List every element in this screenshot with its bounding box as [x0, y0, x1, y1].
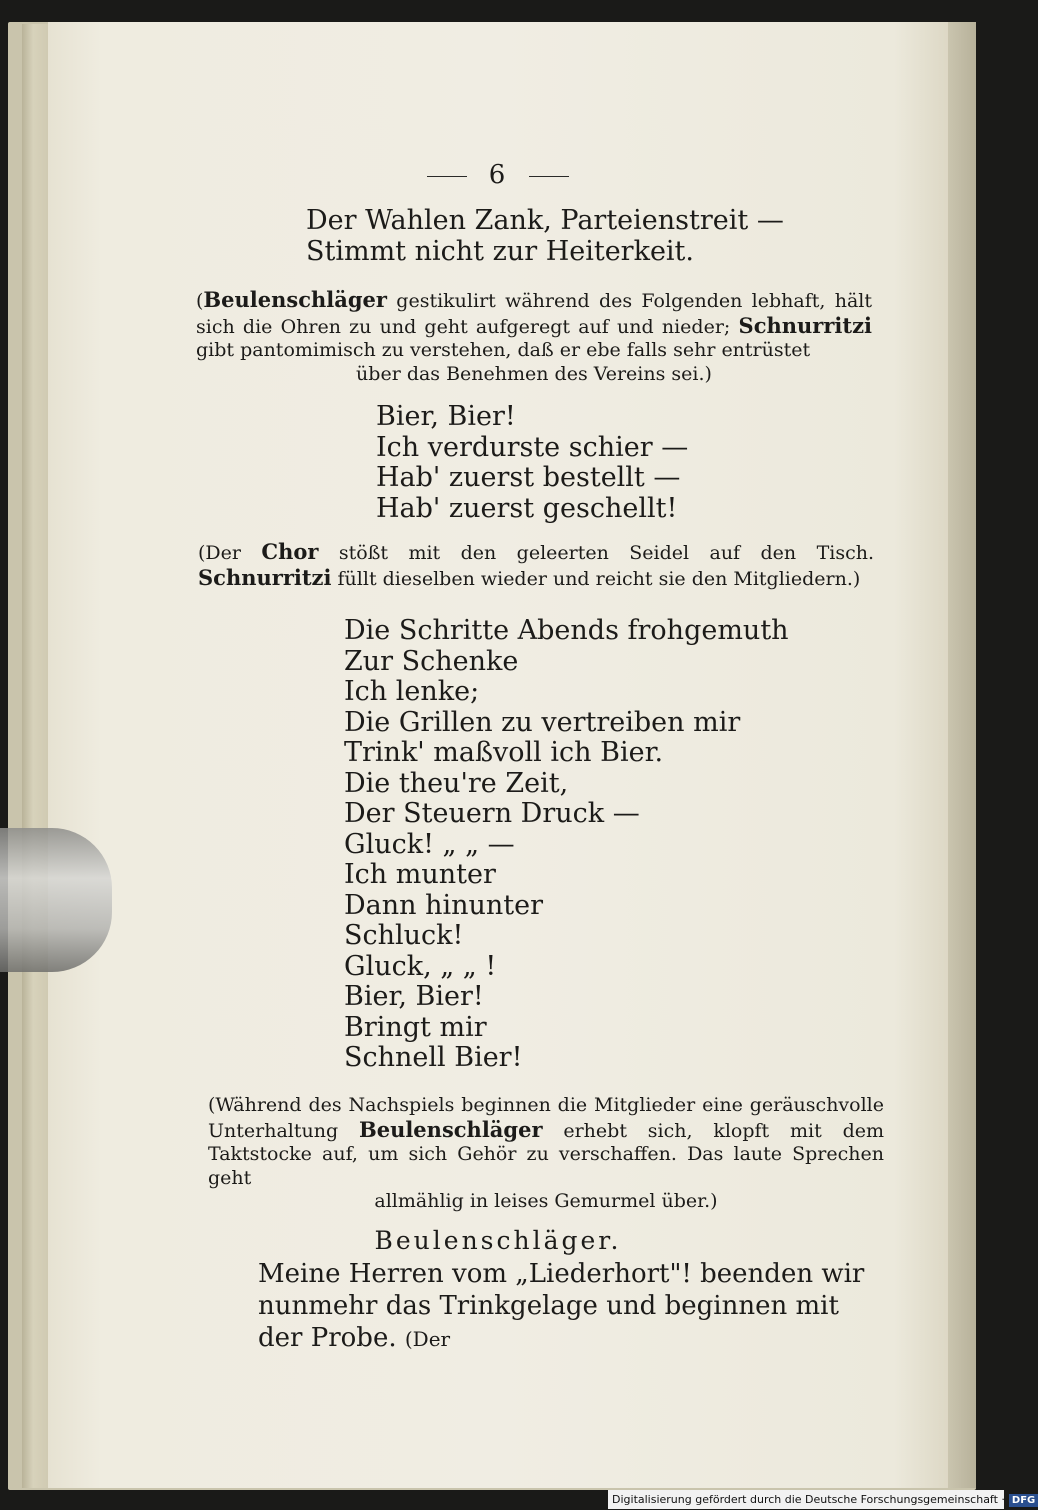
verse-1: [306, 206, 784, 267]
digitization-credit: Digitalisierung gefördert durch die Deutsche Forschungsgemeinschaft · DFG: [608, 1490, 1004, 1509]
verse-line: Bier, Bier!: [376, 401, 516, 432]
character-name: Schnurritzi: [198, 564, 332, 590]
character-name: Schnurritzi: [738, 312, 872, 338]
stage-direction-3: (Während des Nachspiels beginnen die Mitglieder eine geräuschvolle Unterhaltung Beulenschläger erhebt sich, klopft mit dem Taktstocke auf, um sich Gehör zu verschaffen. Das laute Sprechen geht allmählig in leises Gemurmel über.): [208, 1094, 884, 1212]
verse-line: Die Schritte Abends frohgemuth: [344, 615, 789, 646]
verse-line: Ich verdurste schier —: [376, 431, 689, 463]
verse-line: Die theu're Zeit,: [344, 767, 569, 799]
dfg-logo: DFG: [1009, 1494, 1038, 1507]
verse-line: Ich munter: [344, 859, 496, 890]
page-stack-edge: [946, 22, 976, 1488]
character-name: Beulenschläger: [358, 1116, 543, 1142]
verse-line: Die Grillen zu vertreiben mir: [344, 706, 741, 738]
stage-direction-2: (Der Chor stößt mit den geleerten Seidel auf den Tisch. Schnurritzi füllt dieselben wieder und reicht sie den Mitgliedern.): [198, 539, 874, 590]
character-name: Chor: [261, 539, 319, 564]
verse-line: Der Steuern Druck —: [344, 798, 640, 829]
verse-line: Bringt mir: [344, 1011, 487, 1043]
page-clip: [0, 828, 112, 972]
verse-line: Ich lenke;: [344, 676, 480, 707]
speaker-name: Beulenschläger.: [374, 1226, 622, 1255]
verse-3: [344, 616, 789, 1074]
speech-text: Meine Herren vom „Liederhort"! beenden wir nunmehr das Trinkgelage und beginnen mit der Probe. (Der: [258, 1259, 865, 1353]
verse-line: Schnell Bier!: [344, 1042, 523, 1073]
verse-line: Trink' maßvoll ich Bier.: [344, 737, 664, 768]
verse-line: Der Wahlen Zank, Parteienstreit —: [306, 205, 784, 236]
cover-edge: [22, 24, 50, 1488]
verse-line: Dann hinunter: [344, 889, 544, 921]
verse-line: Zur Schenke: [344, 645, 519, 677]
verse-line: Schluck!: [344, 920, 464, 951]
verse-line: Hab' zuerst bestellt —: [376, 462, 681, 493]
page-number: 6: [48, 160, 948, 190]
verse-line: Hab' zuerst geschellt!: [376, 492, 678, 524]
verse-2: [376, 402, 688, 524]
stage-direction-1: (Beulenschläger gestikulirt während des Folgenden lebhaft, hält sich die Ohren zu und geht aufgeregt auf und nieder; Schnurritzi gibt pantomimisch zu verstehen, daß er ebe falls sehr entrüstet über das Benehmen des Vereins sei.): [196, 287, 872, 385]
character-name: Beulenschläger: [203, 287, 387, 312]
verse-line: Bier, Bier!: [344, 981, 484, 1012]
verse-line: Gluck, „ „ !: [344, 950, 497, 982]
book-page: [48, 22, 948, 1488]
verse-line: Stimmt nicht zur Heiterkeit.: [306, 235, 694, 267]
verse-line: Gluck! „ „ —: [344, 828, 515, 860]
